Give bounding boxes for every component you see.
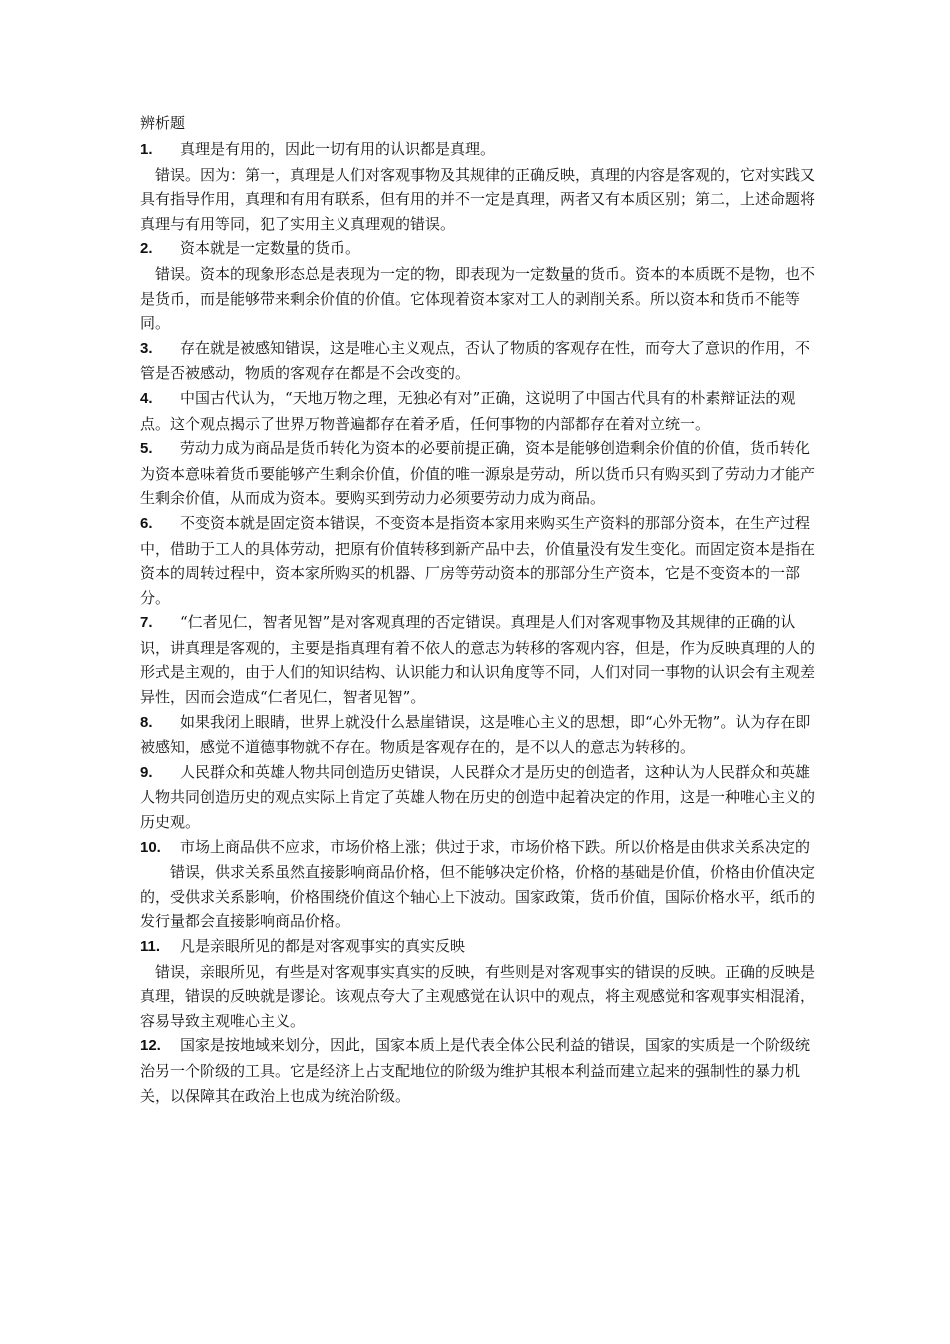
question-number: 1. (140, 141, 153, 158)
question-number: 6. (140, 514, 153, 532)
document-title: 辨析题 (140, 114, 186, 132)
question-text: 5. 劳动力成为商品是货币转化为资本的必要前提正确，资本是能够创造剩余价值的价值，货币转化为资本意味着货币要能够产生剩余价值，价值的唯一源泉是劳动，所以货币只有购买到了劳动力才能产生剩余价值，从而成为资本。要购买到劳动力必须要劳动力成为商品。 (140, 439, 816, 508)
question-text: 6. 不变资本就是固定资本错误，不变资本是指资本家用来购买生产资料的那部分资本，在生产过程中，借助于工人的具体劳动，把原有价值转移到新产品中去，价值量没有发生变化。而固定资本是指在资本的周转过程中，资本家所购买的机器、厂房等劳动资本的那部分生产资本，它是不变资本的一部分。 (140, 513, 816, 607)
question-item-8 (140, 710, 820, 760)
question-text: 2. 资本就是一定数量的货币。 (140, 236, 820, 262)
question-item-10 (140, 835, 820, 934)
question-number: 2. (140, 240, 153, 258)
question-item-4 (140, 386, 820, 436)
question-item-11 (140, 934, 820, 1033)
question-number: 3. (140, 339, 153, 357)
question-number: 11. (140, 938, 161, 955)
question-number: 12. (140, 1037, 161, 1055)
question-item-7 (140, 610, 820, 709)
answer-text: 错误，亲眼所见，有些是对客观事实真实的反映，有些则是对客观事实的错误的反映。正确的反映是真理，错误的反映就是谬论。该观点夸大了主观感觉在认识中的观点，将主观感觉和客观事实相混淆，容易导致主观唯心主义。 (140, 962, 816, 1030)
question-item-5 (140, 436, 820, 511)
question-text: 4. 中国古代认为，“天地万物之理，无独必有对”正确，这说明了中国古代具有的朴素辩证法的观点。这个观点揭示了世界万物普遍都存在着矛盾，任何事物的内部都存在着对立统一。 (140, 388, 796, 433)
question-text: 10. 市场上商品供不应求，市场价格上涨；供过于求，市场价格下跌。所以价格是由供求关系决定的 (140, 835, 820, 861)
answer-text: 错误。资本的现象形态总是表现为一定的物，即表现为一定数量的货币。资本的本质既不是物，也不是货币，而是能够带来剩余价值的价值。它体现着资本家对工人的剥削关系。所以资本和货币不能等同。 (140, 264, 816, 333)
answer-text: 错误，供求关系虽然直接影响商品价格，但不能够决定价格，价格的基础是价值，价格由价值决定的，受供求关系影响，价格围绕价值这个轴心上下波动。国家政策，货币价值，国际价格水平，纸币的发行量都会直接影响商品价格。 (140, 863, 816, 931)
answer-text: 错误。因为：第一，真理是人们对客观事物及其规律的正确反映，真理的内容是客观的，它对实践又具有指导作用，真理和有用有联系，但有用的并不一定是真理，两者又有本质区别；第二，上述命题将真理与有用等同，犯了实用主义真理观的错误。 (140, 165, 816, 233)
question-number: 5. (140, 440, 153, 458)
question-number: 8. (140, 713, 153, 731)
question-number: 7. (140, 614, 153, 632)
question-text: 7. “仁者见仁，智者见智”是对客观真理的否定错误。真理是人们对客观事物及其规律的正确的认识，讲真理是客观的，主要是指真理有着不依人的意志为转移的客观内容，但是，作为反映真理的人的形式是主观的，由于人们的知识结构、认识能力和认识角度等不同，人们对同一事物的认识会有主观差异性，因而会造成“仁者见仁，智者见智”。 (140, 613, 816, 707)
question-item-9 (140, 760, 820, 835)
question-text: 1. 真理是有用的，因此一切有用的认识都是真理。 (140, 137, 820, 163)
question-item-3 (140, 336, 820, 386)
question-item-2 (140, 236, 820, 335)
question-item-1 (140, 137, 820, 236)
question-text: 11. 凡是亲眼所见的都是对客观事实的真实反映 (140, 934, 820, 960)
question-text: 8. 如果我闭上眼睛，世界上就没什么悬崖错误，这是唯心主义的思想，即“心外无物”。认为存在即被感知，感觉不道德事物就不存在。物质是客观存在的，是不以人的意志为转移的。 (140, 712, 811, 757)
question-text: 9. 人民群众和英雄人物共同创造历史错误，人民群众才是历史的创造者，这种认为人民群众和英雄人物共同创造历史的观点实际上肯定了英雄人物在历史的创造中起着决定的作用，这是一种唯心主义的历史观。 (140, 762, 816, 832)
question-item-6 (140, 511, 820, 610)
question-text: 12. 国家是按地域来划分，因此，国家本质上是代表全体公民利益的错误，国家的实质是一个阶级统治另一个阶级的工具。它是经济上占支配地位的阶级为维护其根本利益而建立起来的强制性的暴力机关，以保障其在政治上也成为统治阶级。 (140, 1036, 811, 1105)
question-number: 4. (140, 389, 153, 407)
question-text: 3. 存在就是被感知错误，这是唯心主义观点，否认了物质的客观存在性，而夸大了意识的作用，不管是否被感动，物质的客观存在都是不会改变的。 (140, 338, 811, 383)
question-item-12 (140, 1033, 820, 1108)
question-number: 10. (140, 838, 161, 856)
question-number: 9. (140, 763, 153, 781)
